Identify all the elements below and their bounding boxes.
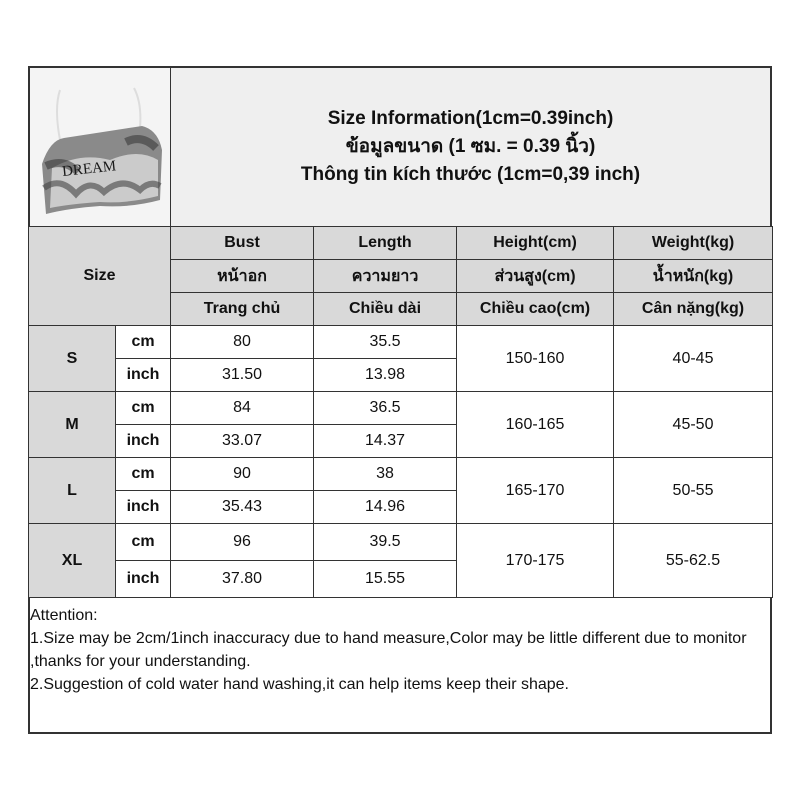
title-area <box>171 68 770 226</box>
crop-top-illustration <box>30 68 170 226</box>
length-inch: 13.98 <box>314 359 457 392</box>
size-label: L <box>29 458 116 524</box>
title-thai: ข้อมูลขนาด (1 ซม. = 0.39 นิ้ว) <box>345 136 596 157</box>
length-cm: 39.5 <box>314 524 457 561</box>
product-image <box>30 68 172 226</box>
size-table <box>28 226 773 598</box>
table-row <box>29 326 773 359</box>
weight-range: 45-50 <box>614 392 773 458</box>
height-range: 165-170 <box>457 458 614 524</box>
height-range: 170-175 <box>457 524 614 598</box>
notes-line-1: 1.Size may be 2cm/1inch inaccuracy due to hand measure,Color may be little different due to monitor ,thanks for your understanding. <box>30 630 747 670</box>
table-row <box>29 524 773 561</box>
weight-range: 50-55 <box>614 458 773 524</box>
weight-header-th: น้ำหนัก(kg) <box>614 260 773 293</box>
attention-notes <box>30 604 768 696</box>
size-header: Size <box>29 227 171 326</box>
height-header-vi: Chiều cao(cm) <box>457 293 614 326</box>
table-row <box>29 458 773 491</box>
notes-heading: Attention: <box>30 607 98 624</box>
length-cm: 36.5 <box>314 392 457 425</box>
bust-cm: 96 <box>171 524 314 561</box>
unit-inch: inch <box>116 425 171 458</box>
bust-inch: 35.43 <box>171 491 314 524</box>
weight-header-en: Weight(kg) <box>614 227 773 260</box>
bust-cm: 90 <box>171 458 314 491</box>
unit-inch: inch <box>116 359 171 392</box>
notes-line-2: 2.Suggestion of cold water hand washing,it can help items keep their shape. <box>30 676 569 693</box>
bust-inch: 31.50 <box>171 359 314 392</box>
header-row-en <box>29 227 773 260</box>
size-label: M <box>29 392 116 458</box>
size-label: XL <box>29 524 116 598</box>
unit-cm: cm <box>116 326 171 359</box>
image-text: DREAM <box>61 158 117 180</box>
length-inch: 14.37 <box>314 425 457 458</box>
length-header-th: ความยาว <box>314 260 457 293</box>
bust-header-th: หน้าอก <box>171 260 314 293</box>
height-header-th: ส่วนสูง(cm) <box>457 260 614 293</box>
unit-inch: inch <box>116 561 171 598</box>
unit-inch: inch <box>116 491 171 524</box>
unit-cm: cm <box>116 524 171 561</box>
bust-inch: 37.80 <box>171 561 314 598</box>
length-inch: 15.55 <box>314 561 457 598</box>
unit-cm: cm <box>116 392 171 425</box>
height-range: 150-160 <box>457 326 614 392</box>
bust-cm: 84 <box>171 392 314 425</box>
bust-cm: 80 <box>171 326 314 359</box>
length-header-vi: Chiều dài <box>314 293 457 326</box>
bust-inch: 33.07 <box>171 425 314 458</box>
table-row <box>29 392 773 425</box>
length-cm: 35.5 <box>314 326 457 359</box>
title-vietnamese: Thông tin kích thước (1cm=0,39 inch) <box>300 164 641 185</box>
bust-header-vi: Trang chủ <box>171 293 314 326</box>
bust-header-en: Bust <box>171 227 314 260</box>
height-header-en: Height(cm) <box>457 227 614 260</box>
length-cm: 38 <box>314 458 457 491</box>
length-header-en: Length <box>314 227 457 260</box>
unit-cm: cm <box>116 458 171 491</box>
length-inch: 14.96 <box>314 491 457 524</box>
title-english: Size Information(1cm=0.39inch) <box>327 108 614 129</box>
weight-range: 55-62.5 <box>614 524 773 598</box>
weight-range: 40-45 <box>614 326 773 392</box>
size-label: S <box>29 326 116 392</box>
height-range: 160-165 <box>457 392 614 458</box>
weight-header-vi: Cân nặng(kg) <box>614 293 773 326</box>
